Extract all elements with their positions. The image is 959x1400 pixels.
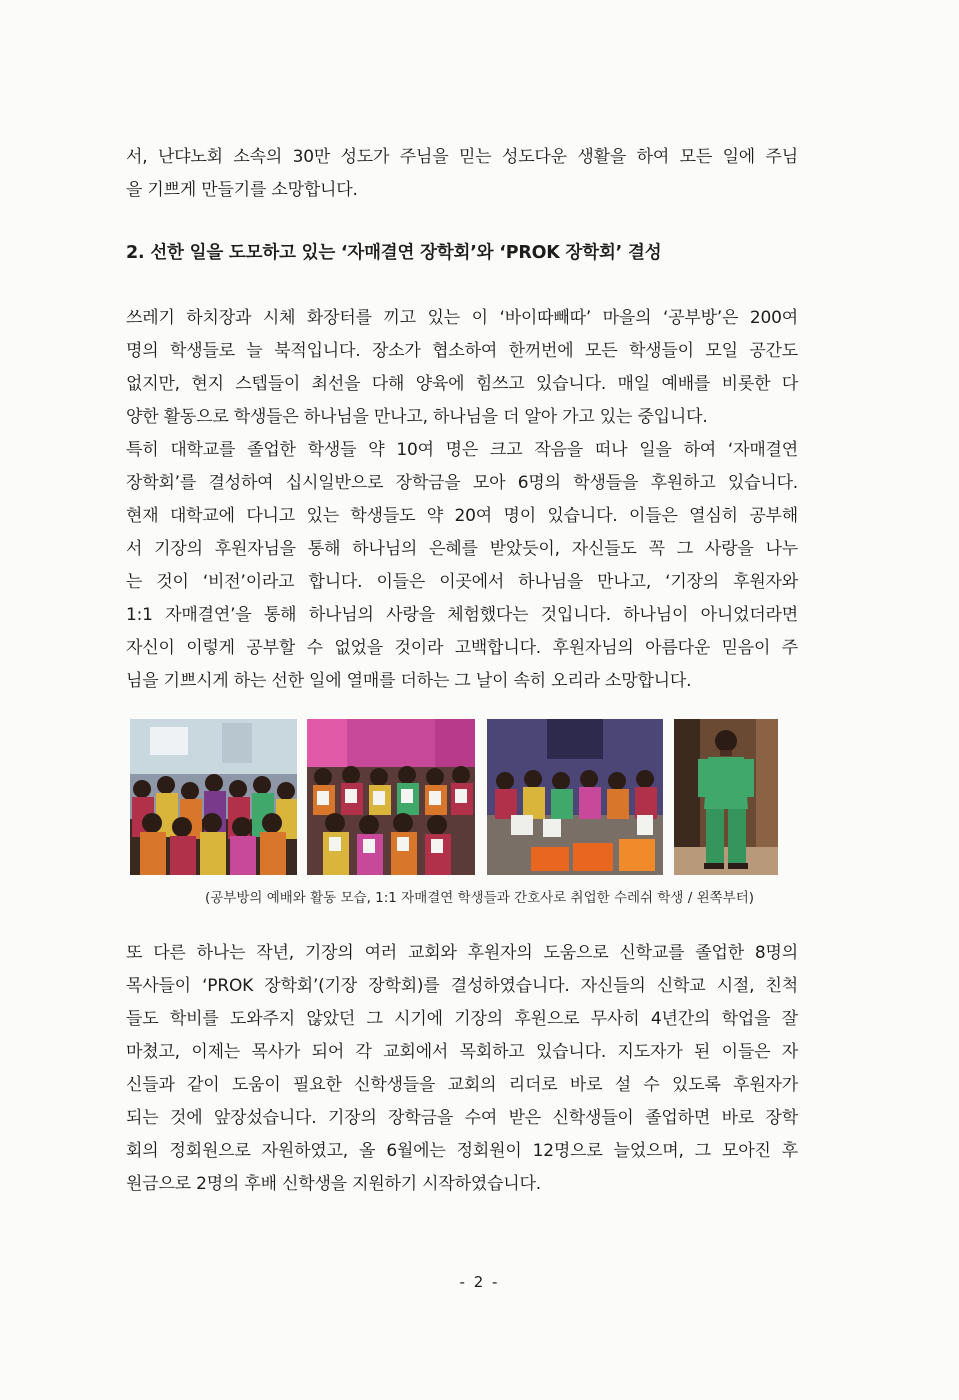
paragraph-study-room bbox=[126, 302, 798, 698]
text-line: 또 다른 하나는 작년, 기장의 여러 교회와 후원자의 도움으로 신학교를 졸업한 8명의 bbox=[126, 943, 798, 963]
text-line: 자신이 이렇게 공부할 수 없었을 것이라 고백합니다. 후원자님의 아름다운 믿음이 주 bbox=[126, 638, 798, 658]
text-line: 양한 활동으로 학생들은 하나님을 만나고, 하나님을 더 알아 가고 있는 중입니다. bbox=[126, 407, 708, 427]
photo-caption: (공부방의 예배와 활동 모습, 1:1 자매결연 학생들과 간호사로 취업한 수레쉬 학생 / 왼쪽부터) bbox=[204, 890, 755, 906]
text-line: 장학회’를 결성하여 십시일반으로 장학금을 모아 6명의 학생들을 후원하고 있습니다. bbox=[126, 473, 798, 493]
text-line: 1:1 자매결연’을 통해 하나님의 사랑을 체험했다는 것입니다. 하나님이 아니었더라면 bbox=[126, 605, 798, 625]
text-line: 되는 것에 앞장섰습니다. 기장의 장학금을 수여 받은 신학생들이 졸업하면 바로 장학 bbox=[126, 1108, 798, 1128]
text-line: 을 기쁘게 만들기를 소망합니다. bbox=[126, 180, 358, 200]
text-line: 들도 학비를 도와주지 않았던 그 시기에 기장의 후원으로 무사히 4년간의 학업을 잘 bbox=[126, 1009, 798, 1029]
photo-strip bbox=[130, 719, 778, 875]
page-number: - 2 - bbox=[459, 1273, 500, 1291]
photo-sisterhood-students bbox=[487, 719, 663, 875]
text-line: 명의 학생들로 늘 북적입니다. 장소가 협소하여 한꺼번에 모든 학생들이 모일 공간도 bbox=[126, 341, 798, 361]
text-line: 쓰레기 하치장과 시체 화장터를 끼고 있는 이 ‘바이따빼따’ 마을의 ‘공부방’은 200여 bbox=[126, 308, 798, 328]
text-line: 회의 정회원으로 자원하였고, 올 6월에는 정회원이 12명으로 늘었으며, 그 모아진 후 bbox=[126, 1141, 798, 1161]
section-heading: 2. 선한 일을 도모하고 있는 ‘자매결연 장학회’와 ‘PROK 장학회’ 결성 bbox=[126, 243, 662, 263]
photo-worship bbox=[130, 719, 297, 875]
text-line: 목사들이 ‘PROK 장학회’(기장 장학회)를 결성하였습니다. 자신들의 신학교 시절, 친척 bbox=[126, 976, 798, 996]
photo-nurse-student bbox=[674, 719, 778, 875]
paragraph-prok-scholarship bbox=[126, 937, 798, 1201]
text-line: 는 것이 ‘비전’이라고 합니다. 이들은 이곳에서 하나님을 만나고, ‘기장의 후원자와 bbox=[126, 572, 798, 592]
text-line: 현재 대학교에 다니고 있는 학생들도 약 20여 명이 있습니다. 이들은 열심히 공부해 bbox=[126, 506, 798, 526]
text-line: 마쳤고, 이제는 목사가 되어 각 교회에서 목회하고 있습니다. 지도자가 된 이들은 자 bbox=[126, 1042, 798, 1062]
text-line: 서 기장의 후원자님을 통해 하나님의 은혜를 받았듯이, 자신들도 꼭 그 사랑을 나누 bbox=[126, 539, 798, 559]
photo-activity bbox=[307, 719, 475, 875]
intro-paragraph bbox=[126, 141, 798, 207]
text-line: 님을 기쁘시게 하는 선한 일에 열매를 더하는 그 날이 속히 오리라 소망합니다. bbox=[126, 671, 692, 691]
text-line: 서, 난댜노회 소속의 30만 성도가 주님을 믿는 성도다운 생활을 하여 모든 일에 주님 bbox=[126, 147, 799, 167]
text-line: 없지만, 현지 스텝들이 최선을 다해 양육에 힘쓰고 있습니다. 매일 예배를 비롯한 다 bbox=[126, 374, 798, 394]
text-line: 특히 대학교를 졸업한 학생들 약 10여 명은 크고 작음을 떠나 일을 하여 ‘자매결연 bbox=[126, 440, 798, 460]
text-line: 신들과 같이 도움이 필요한 신학생들을 교회의 리더로 바로 설 수 있도록 후원자가 bbox=[126, 1075, 798, 1095]
text-line: 원금으로 2명의 후배 신학생을 지원하기 시작하였습니다. bbox=[126, 1174, 541, 1194]
